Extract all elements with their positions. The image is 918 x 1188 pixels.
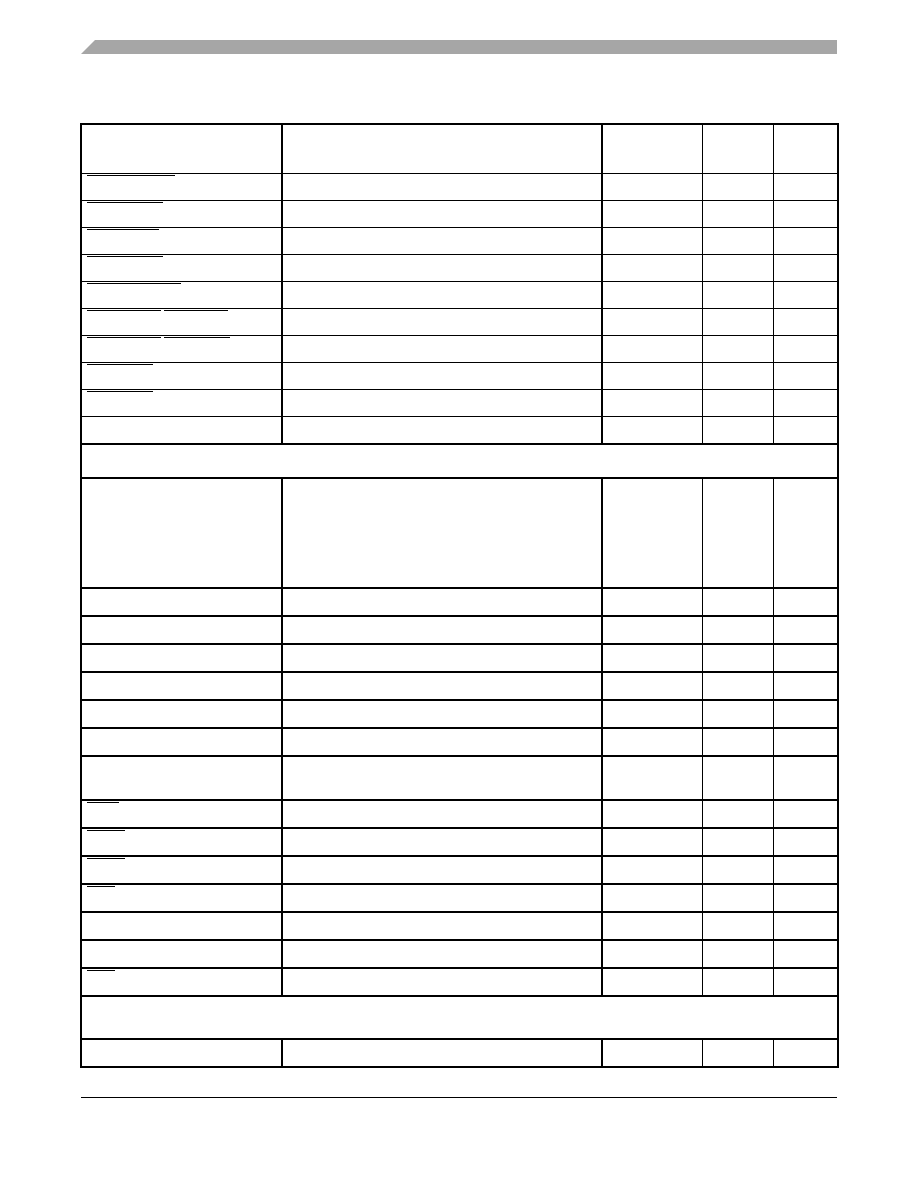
value-cell: [602, 672, 702, 700]
description-cell: [282, 912, 602, 940]
signal-cell: [81, 940, 282, 968]
section-row: [81, 444, 838, 478]
signal-cell: [81, 228, 282, 255]
description-cell: [282, 363, 602, 390]
page-title: [0, 0, 1, 1]
table-row: [81, 828, 838, 856]
description-cell: [282, 828, 602, 856]
value-cell: [773, 228, 838, 255]
table-row: [81, 644, 838, 672]
value-cell: [702, 309, 773, 336]
value-cell: [702, 336, 773, 363]
signal-cell: [81, 700, 282, 728]
value-cell: [602, 756, 702, 800]
value-cell: [602, 478, 702, 588]
description-cell: [282, 616, 602, 644]
value-cell: [702, 616, 773, 644]
table-row: [81, 363, 838, 390]
signal-overbar: [87, 202, 281, 203]
description-cell: [282, 800, 602, 828]
signal-cell: [81, 390, 282, 417]
description-cell: [282, 968, 602, 996]
value-cell: [702, 940, 773, 968]
description-cell: [282, 282, 602, 309]
column-header: [702, 124, 773, 174]
description-cell: [282, 756, 602, 800]
value-cell: [602, 309, 702, 336]
value-cell: [602, 255, 702, 282]
value-cell: [602, 828, 702, 856]
table-row: [81, 417, 838, 445]
value-cell: [773, 1039, 838, 1067]
signal-cell: [81, 478, 282, 588]
signal-overbar: [87, 229, 281, 230]
value-cell: [773, 616, 838, 644]
value-cell: [773, 828, 838, 856]
overbar-line: [87, 283, 181, 284]
signal-overbar: [87, 858, 281, 859]
value-cell: [773, 968, 838, 996]
value-cell: [702, 912, 773, 940]
table-row: [81, 390, 838, 417]
value-cell: [702, 672, 773, 700]
signal-overbar: [87, 391, 281, 392]
description-cell: [282, 644, 602, 672]
signal-cell: [81, 644, 282, 672]
signal-cell: [81, 616, 282, 644]
signal-cell: [81, 174, 282, 201]
value-cell: [702, 828, 773, 856]
value-cell: [702, 968, 773, 996]
value-cell: [602, 616, 702, 644]
value-cell: [602, 363, 702, 390]
description-cell: [282, 309, 602, 336]
signal-cell: [81, 363, 282, 390]
column-header: [602, 124, 702, 174]
table-row: [81, 478, 838, 588]
value-cell: [773, 912, 838, 940]
value-cell: [702, 800, 773, 828]
value-cell: [773, 756, 838, 800]
signal-cell: [81, 201, 282, 228]
overbar-line: [87, 970, 115, 971]
value-cell: [773, 478, 838, 588]
value-cell: [602, 588, 702, 616]
table-row: [81, 336, 838, 363]
table-row: [81, 968, 838, 996]
description-cell: [282, 390, 602, 417]
description-cell: [282, 201, 602, 228]
value-cell: [702, 756, 773, 800]
description-cell: [282, 417, 602, 445]
table-row: [81, 912, 838, 940]
overbar-line: [87, 802, 119, 803]
lower-rows: [81, 478, 838, 996]
column-header: [773, 124, 838, 174]
signal-cell: [81, 800, 282, 828]
table-row: [81, 588, 838, 616]
value-cell: [602, 390, 702, 417]
signal-cell: [81, 255, 282, 282]
section-heading: [81, 996, 838, 1039]
table-row: [81, 174, 838, 201]
signal-overbar: [87, 886, 281, 887]
overbar-line: [164, 337, 230, 338]
signal-cell: [81, 856, 282, 884]
signal-cell: [81, 756, 282, 800]
value-cell: [773, 390, 838, 417]
description-cell: [282, 255, 602, 282]
signal-overbar: [87, 283, 281, 284]
value-cell: [602, 417, 702, 445]
signal-overbar: [87, 337, 281, 338]
description-cell: [282, 478, 602, 588]
table-row: [81, 228, 838, 255]
overbar-line: [164, 310, 228, 311]
value-cell: [702, 390, 773, 417]
description-cell: [282, 228, 602, 255]
description-cell: [282, 672, 602, 700]
value-cell: [702, 700, 773, 728]
signal-cell: [81, 912, 282, 940]
signal-cell: [81, 728, 282, 756]
value-cell: [602, 968, 702, 996]
value-cell: [702, 228, 773, 255]
value-cell: [702, 282, 773, 309]
table-row: [81, 856, 838, 884]
table-row: [81, 728, 838, 756]
value-cell: [602, 700, 702, 728]
column-header: [81, 124, 282, 174]
signal-cell: [81, 282, 282, 309]
signal-overbar: [87, 175, 281, 176]
value-cell: [773, 644, 838, 672]
overbar-line: [87, 886, 115, 887]
header-bar: [81, 40, 837, 54]
value-cell: [702, 856, 773, 884]
signal-cell: [81, 336, 282, 363]
signal-cell: [81, 588, 282, 616]
signal-overbar: [87, 256, 281, 257]
signal-cell: [81, 1039, 282, 1067]
table-row: [81, 672, 838, 700]
value-cell: [773, 588, 838, 616]
signal-cell: [81, 968, 282, 996]
value-cell: [773, 201, 838, 228]
value-cell: [773, 255, 838, 282]
value-cell: [602, 336, 702, 363]
value-cell: [702, 728, 773, 756]
value-cell: [773, 672, 838, 700]
value-cell: [702, 644, 773, 672]
value-cell: [702, 363, 773, 390]
table-row: [81, 309, 838, 336]
description-cell: [282, 1039, 602, 1067]
column-header: [282, 124, 602, 174]
signal-overbar: [87, 802, 281, 803]
signal-cell: [81, 417, 282, 445]
value-cell: [702, 1039, 773, 1067]
signal-overbar: [87, 310, 281, 311]
overbar-line: [87, 364, 153, 365]
overbar-line: [87, 175, 175, 176]
section-row: [81, 996, 838, 1039]
value-cell: [602, 912, 702, 940]
value-cell: [773, 856, 838, 884]
table-row: [81, 700, 838, 728]
value-cell: [773, 728, 838, 756]
table-row: [81, 282, 838, 309]
value-cell: [602, 174, 702, 201]
value-cell: [602, 728, 702, 756]
value-cell: [602, 228, 702, 255]
table-row: [81, 800, 838, 828]
description-cell: [282, 728, 602, 756]
value-cell: [602, 800, 702, 828]
table-row: [81, 884, 838, 912]
overbar-line: [87, 337, 161, 338]
table-row: [81, 616, 838, 644]
table-row: [81, 940, 838, 968]
description-cell: [282, 856, 602, 884]
value-cell: [773, 417, 838, 445]
value-cell: [702, 884, 773, 912]
value-cell: [773, 174, 838, 201]
value-cell: [773, 884, 838, 912]
table-row: [81, 201, 838, 228]
signal-cell: [81, 672, 282, 700]
value-cell: [702, 478, 773, 588]
overbar-line: [87, 256, 163, 257]
description-cell: [282, 588, 602, 616]
table-header-row: [81, 124, 838, 174]
value-cell: [602, 201, 702, 228]
upper-rows: [81, 174, 838, 445]
value-cell: [773, 940, 838, 968]
overbar-line: [87, 830, 125, 831]
signal-cell: [81, 884, 282, 912]
overbar-line: [87, 858, 125, 859]
value-cell: [773, 363, 838, 390]
value-cell: [702, 201, 773, 228]
value-cell: [773, 309, 838, 336]
table-row: [81, 756, 838, 800]
signal-overbar: [87, 364, 281, 365]
value-cell: [602, 856, 702, 884]
value-cell: [773, 336, 838, 363]
value-cell: [602, 884, 702, 912]
description-cell: [282, 700, 602, 728]
footer-rule: [81, 1097, 837, 1098]
value-cell: [602, 1039, 702, 1067]
overbar-line: [87, 202, 163, 203]
signal-overbar: [87, 970, 281, 971]
description-cell: [282, 174, 602, 201]
value-cell: [702, 417, 773, 445]
signal-table: [80, 123, 839, 1068]
description-cell: [282, 884, 602, 912]
table-row: [81, 255, 838, 282]
signal-cell: [81, 309, 282, 336]
value-cell: [602, 282, 702, 309]
signal-cell: [81, 828, 282, 856]
table-row: [81, 1039, 838, 1067]
value-cell: [602, 940, 702, 968]
value-cell: [702, 174, 773, 201]
value-cell: [702, 588, 773, 616]
value-cell: [773, 282, 838, 309]
overbar-line: [87, 391, 153, 392]
signal-overbar: [87, 830, 281, 831]
overbar-line: [87, 229, 159, 230]
description-cell: [282, 940, 602, 968]
value-cell: [773, 700, 838, 728]
overbar-line: [87, 310, 161, 311]
description-cell: [282, 336, 602, 363]
value-cell: [773, 800, 838, 828]
value-cell: [702, 255, 773, 282]
section-heading: [81, 444, 838, 478]
value-cell: [602, 644, 702, 672]
